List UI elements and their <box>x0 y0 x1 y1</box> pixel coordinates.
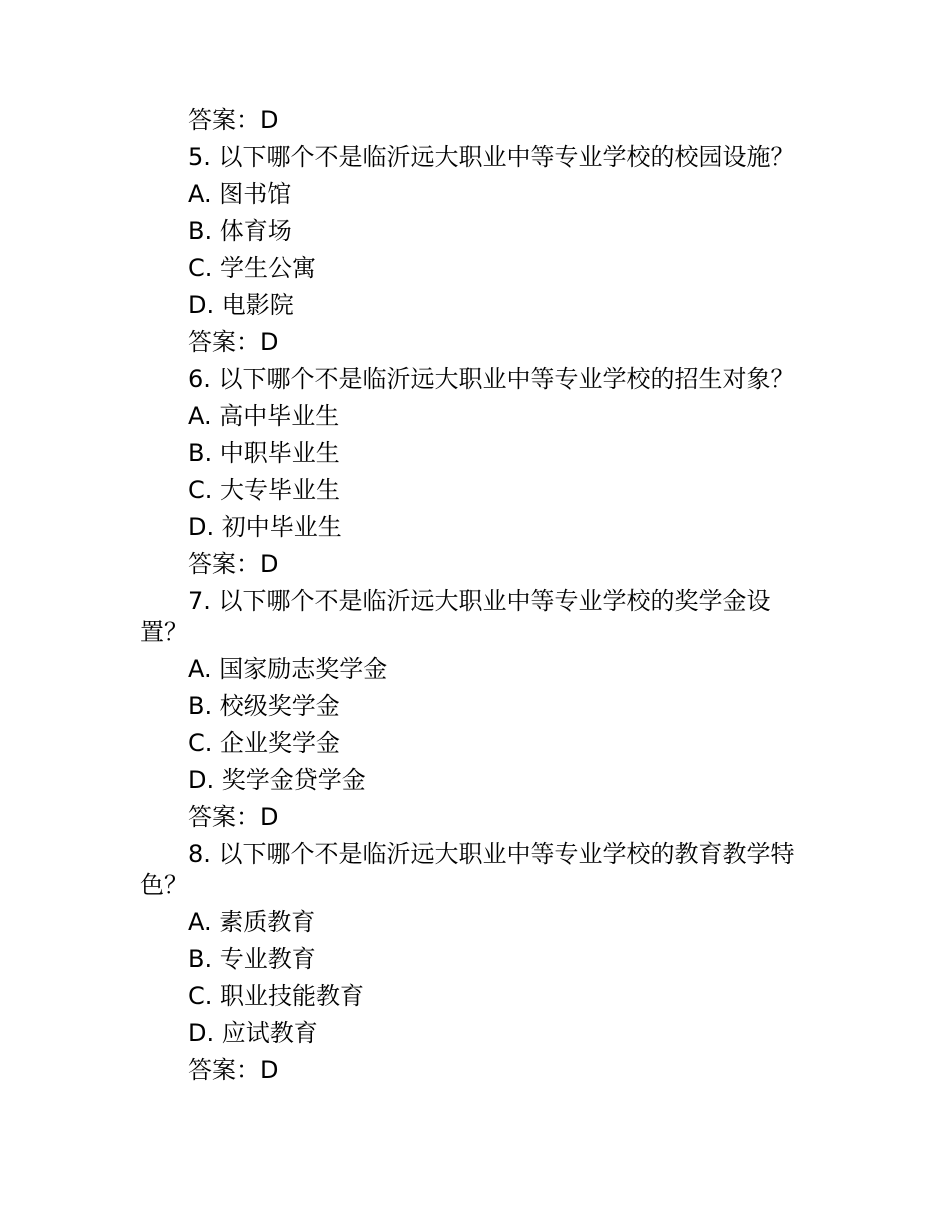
option-c: C. 职业技能教育 <box>188 982 365 1010</box>
option-d: D. 电影院 <box>188 291 294 319</box>
option-a: A. 素质教育 <box>188 908 316 936</box>
option-c: C. 学生公寓 <box>188 254 317 282</box>
option-b: B. 专业教育 <box>188 945 316 973</box>
question-5: 5. 以下哪个不是临沂远大职业中等专业学校的校园设施？ <box>188 143 795 171</box>
answer-line: 答案：D <box>188 1056 279 1084</box>
answer-line: 答案：D <box>188 328 279 356</box>
question-7: 7. 以下哪个不是临沂远大职业中等专业学校的奖学金设置？ <box>140 587 771 646</box>
option-c: C. 大专毕业生 <box>188 476 341 504</box>
option-b: B. 中职毕业生 <box>188 439 340 467</box>
answer-line: 答案：D <box>188 803 279 831</box>
option-d: D. 初中毕业生 <box>188 513 342 541</box>
option-a: A. 高中毕业生 <box>188 402 340 430</box>
answer-line: 答案：D <box>188 550 279 578</box>
option-b: B. 体育场 <box>188 217 292 245</box>
option-d: D. 奖学金贷学金 <box>188 766 366 794</box>
option-a: A. 国家励志奖学金 <box>188 655 388 683</box>
question-8: 8. 以下哪个不是临沂远大职业中等专业学校的教育教学特色？ <box>140 840 795 899</box>
option-a: A. 图书馆 <box>188 180 292 208</box>
answer-line: 答案：D <box>188 106 279 134</box>
question-6: 6. 以下哪个不是临沂远大职业中等专业学校的招生对象？ <box>188 365 795 393</box>
document-page <box>140 102 820 1089</box>
option-c: C. 企业奖学金 <box>188 729 341 757</box>
option-d: D. 应试教育 <box>188 1019 318 1047</box>
option-b: B. 校级奖学金 <box>188 692 340 720</box>
